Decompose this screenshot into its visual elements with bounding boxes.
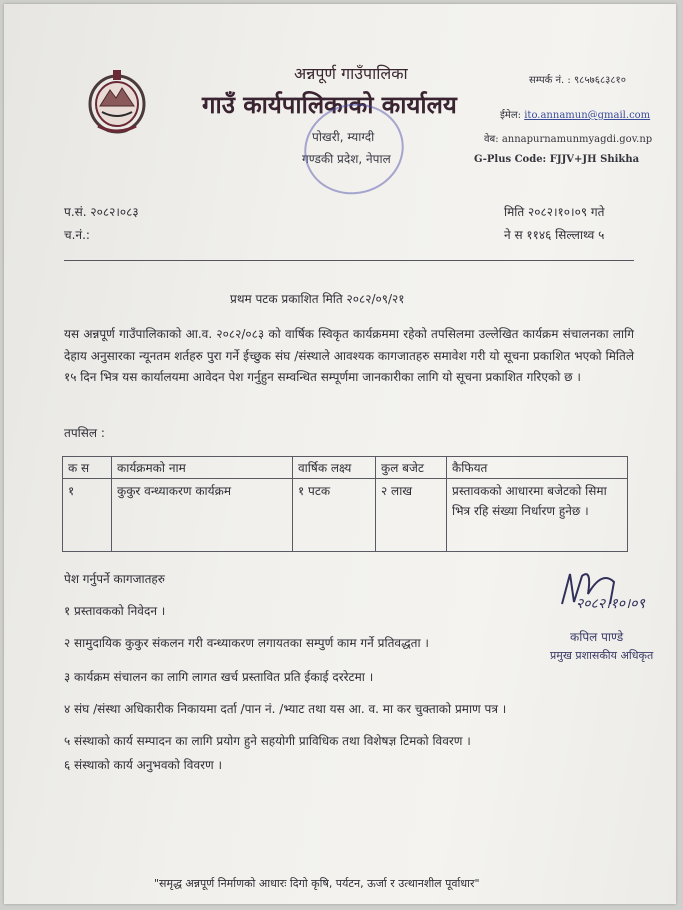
col-budget: कुल बजेट — [376, 457, 447, 479]
nepal-sambat-date: ने स ११४६ सिल्लाथ्व ५ — [504, 228, 605, 242]
list-item: ४ संघ /संस्था अधिकारीक निकायमा दर्ता /पान नं. /भ्याट तथा यस आ. व. मा कर चुक्ताको प्रमाण पत्र । — [64, 702, 507, 716]
list-item: ६ संस्थाको कार्य अनुभवको विवरण । — [64, 758, 223, 772]
tapsil-label: तपसिल : — [64, 426, 105, 440]
col-target: वार्षिक लक्ष्य — [293, 457, 376, 479]
cell-program: कुकुर वन्ध्याकरण कार्यक्रम — [112, 479, 293, 552]
reference-number: प.सं. २०८२।०८३ — [64, 205, 139, 219]
document-page — [4, 4, 676, 904]
office-location: पोखरी, म्याग्दी — [312, 130, 375, 144]
letter-date: मिति २०८२।१०।०९ गते — [504, 205, 605, 219]
list-item: १ प्रस्तावकको निवेदन । — [64, 604, 166, 618]
program-table — [62, 456, 628, 552]
list-item: २ सामुदायिक कुकुर संकलन गरी वन्ध्याकरण लगायतका सम्पुर्ण काम गर्ने प्रतिवद्धता । — [64, 636, 429, 650]
contact-web[interactable]: वेब: annapurnamunmyagdi.gov.np — [484, 134, 653, 145]
officer-title: प्रमुख प्रशासकीय अधिकृत — [550, 649, 654, 662]
list-item: ५ संस्थाको कार्य सम्पादन का लागि प्रयोग हुने सहयोगी प्राविधिक तथा विशेषज्ञ टिमको विवरण । — [64, 734, 471, 748]
office-province: गण्डकी प्रदेश, नेपाल — [302, 152, 391, 166]
contact-email — [500, 107, 650, 121]
signature-date: २०८२।१०।०९ — [576, 596, 645, 612]
header-divider — [64, 260, 634, 261]
contact-gplus: G-Plus Code: FJJV+JH Shikha — [474, 154, 640, 165]
nepal-emblem-icon — [86, 66, 148, 136]
contact-phone: सम्पर्क नं. : ९८५७६८३८१० — [529, 75, 626, 86]
col-remarks: कैफियत — [447, 457, 628, 479]
list-item: ३ कार्यक्रम संचालन का लागि लागत खर्च प्रस्तावित प्रति ईकाई दररेटमा । — [64, 670, 374, 684]
cell-remarks: प्रस्तावकको आधारमा बजेटको सिमा भित्र रहि संख्या निर्धारण हुनेछ । — [447, 479, 628, 552]
email-link[interactable]: ito.annamun@gmail.com — [524, 110, 651, 121]
cell-sn: १ — [63, 479, 112, 552]
notice-paragraph: यस अन्नपूर्ण गाउँपालिकाको आ.व. २०८२/०८३ को वार्षिक स्विकृत कार्यक्रममा रहेको तपसिलमा उल्लेखित कार्यक्रम संचालनका लागि देहाय अनुसारका न्यूनतम शर्तहरु पुरा गर्ने ईच्छुक संघ /संस्थाले आवश्यक कागजातहरु समावेश गरी यो सूचना प्रकाशित भएको मितिले १५ दिन भित्र यस कार्यालयमा आवेदन पेश गर्नुहुन सम्वन्धित सम्पूर्णमा जानकारीका लागि यो सूचना प्रकाशित गरिएको छ । — [64, 327, 634, 384]
table-header-row — [63, 457, 628, 479]
dispatch-number: च.नं.: — [64, 228, 90, 242]
notice-title: प्रथम पटक प्रकाशित मिति २०८२/०९/२१ — [230, 292, 405, 306]
email-label: ईमेल: — [500, 110, 522, 121]
office-name: गाउँ कार्यपालिकाको कार्यालय — [202, 91, 457, 119]
cell-target: १ पटक — [293, 479, 376, 552]
col-sn: क स — [63, 457, 112, 479]
cell-budget: २ लाख — [376, 479, 447, 552]
municipality-name: अन्नपूर्ण गाउँपालिका — [294, 64, 408, 83]
table-row — [63, 479, 628, 552]
footer-slogan: "समृद्ध अन्नपूर्ण निर्माणको आधारः दिगो कृषि, पर्यटन, ऊर्जा र उत्थानशील पूर्वाधार" — [154, 877, 480, 890]
col-program: कार्यक्रमको नाम — [112, 457, 293, 479]
documents-heading: पेश गर्नुपर्ने कागजातहरु — [64, 572, 165, 586]
officer-name: कपिल पाण्डे — [570, 630, 624, 644]
